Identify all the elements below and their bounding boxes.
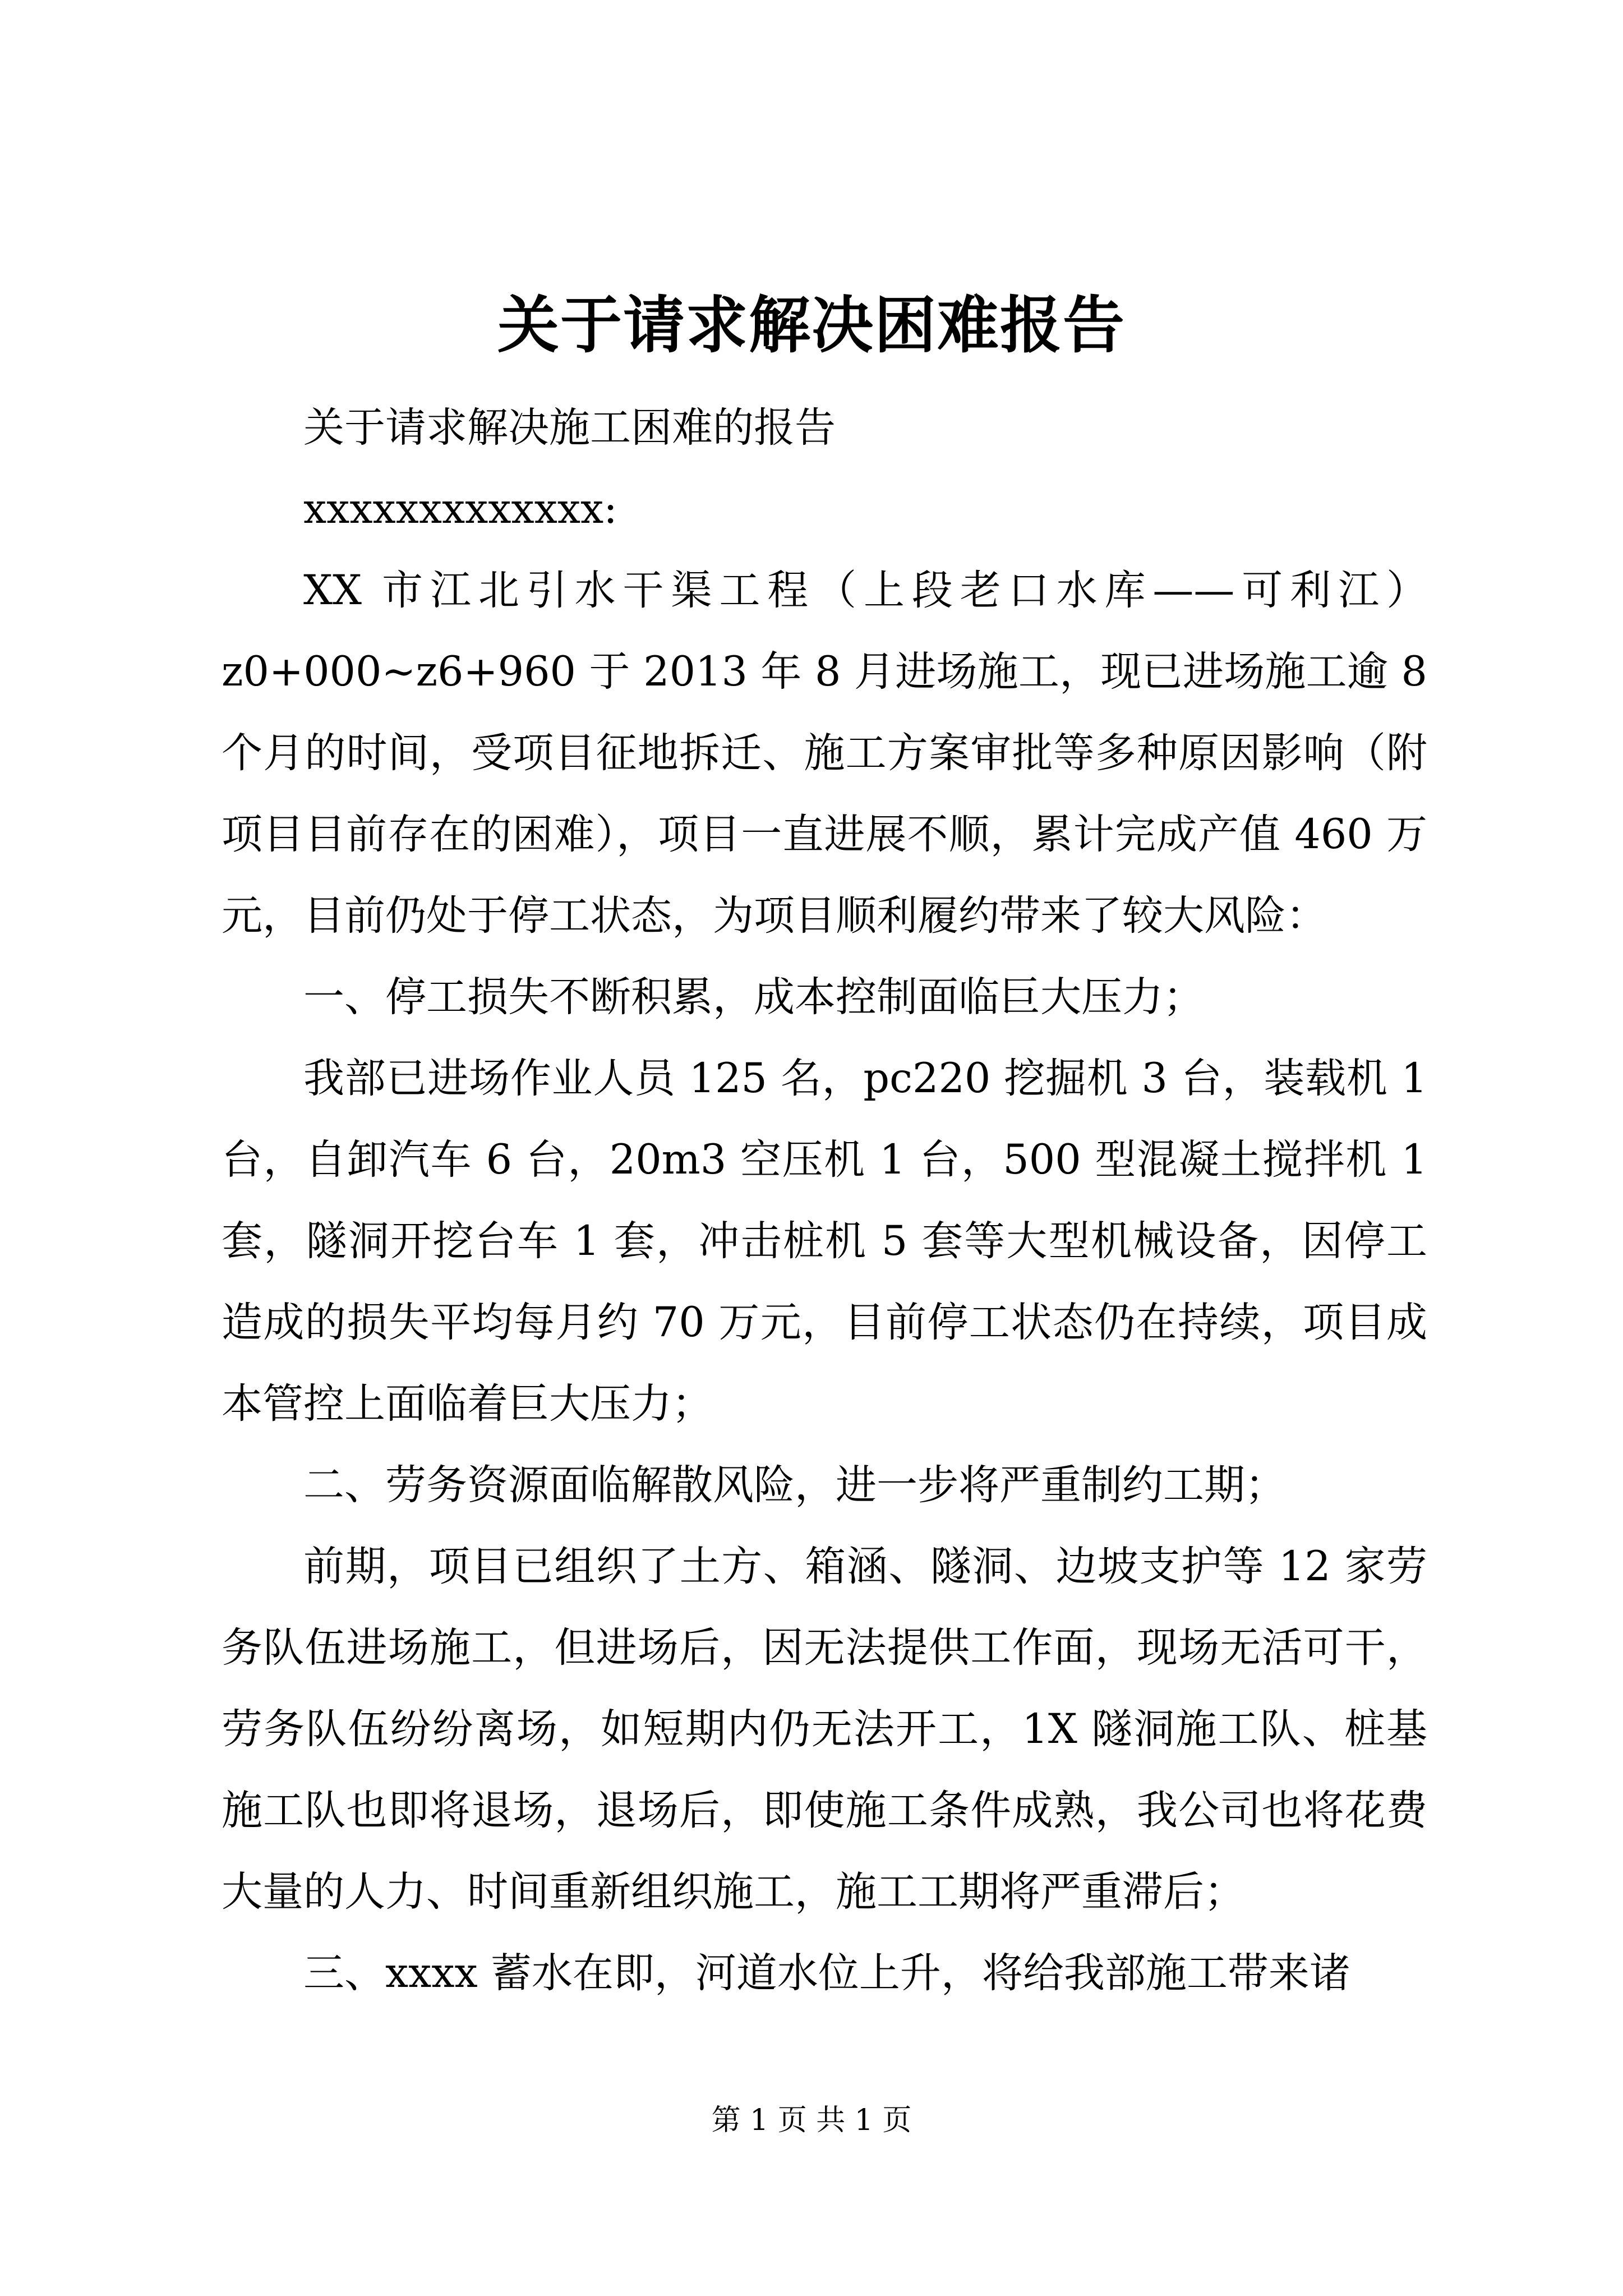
paragraph-point-2: 前期，项目已组织了土方、箱涵、隧洞、边坡支护等 12 家劳务队伍进场施工，但进场后，因无法提供工作面，现场无活可干，劳务队伍纷纷离场，如短期内仍无法开工，1X 隧洞施工队、桩基施工队也即将退场，退场后，即使施工条件成熟，我公司也将花费大量的人力、时间重新组织施工，施工工期将严重滞后； — [222, 1543, 1427, 1916]
paragraph-intro: XX 市江北引水干渠工程（上段老口水库——可利江）z0+000~z6+960 于 2013 年 8 月进场施工，现已进场施工逾 8 个月的时间，受项目征地拆迁、施工方案审批等多种原因影响（附项目目前存在的困难），项目一直进展不顺，累计完成产值 460 万元，目前仍处于停工状态，为项目顺利履约带来了较大风险： — [222, 567, 1427, 940]
heading-point-2: 二、劳务资源面临解散风险，进一步将严重制约工期； — [303, 1461, 1286, 1509]
heading-point-1: 一、停工损失不断积累，成本控制面临巨大压力； — [303, 973, 1204, 1021]
salutation: xxxxxxxxxxxxx: — [303, 485, 617, 533]
heading-point-3: 三、xxxx 蓄水在即，河道水位上升，将给我部施工带来诸 — [303, 1949, 1350, 1997]
document-title: 关于请求解决困难报告 — [497, 289, 1126, 361]
document-body — [222, 387, 1427, 2014]
page-footer: 第 1 页 共 1 页 — [711, 2104, 912, 2137]
paragraph-point-1: 我部已进场作业人员 125 名，pc220 挖掘机 3 台，装载机 1 台，自卸汽车 6 台，20m3 空压机 1 台，500 型混凝土搅拌机 1 套，隧洞开挖台车 1 套，冲击桩机 5 套等大型机械设备，因停工造成的损失平均每月约 70 万元，目前停工状态仍在持续，项目成本管控上面临着巨大压力； — [222, 1055, 1427, 1428]
report-subtitle: 关于请求解决施工困难的报告 — [303, 404, 836, 452]
